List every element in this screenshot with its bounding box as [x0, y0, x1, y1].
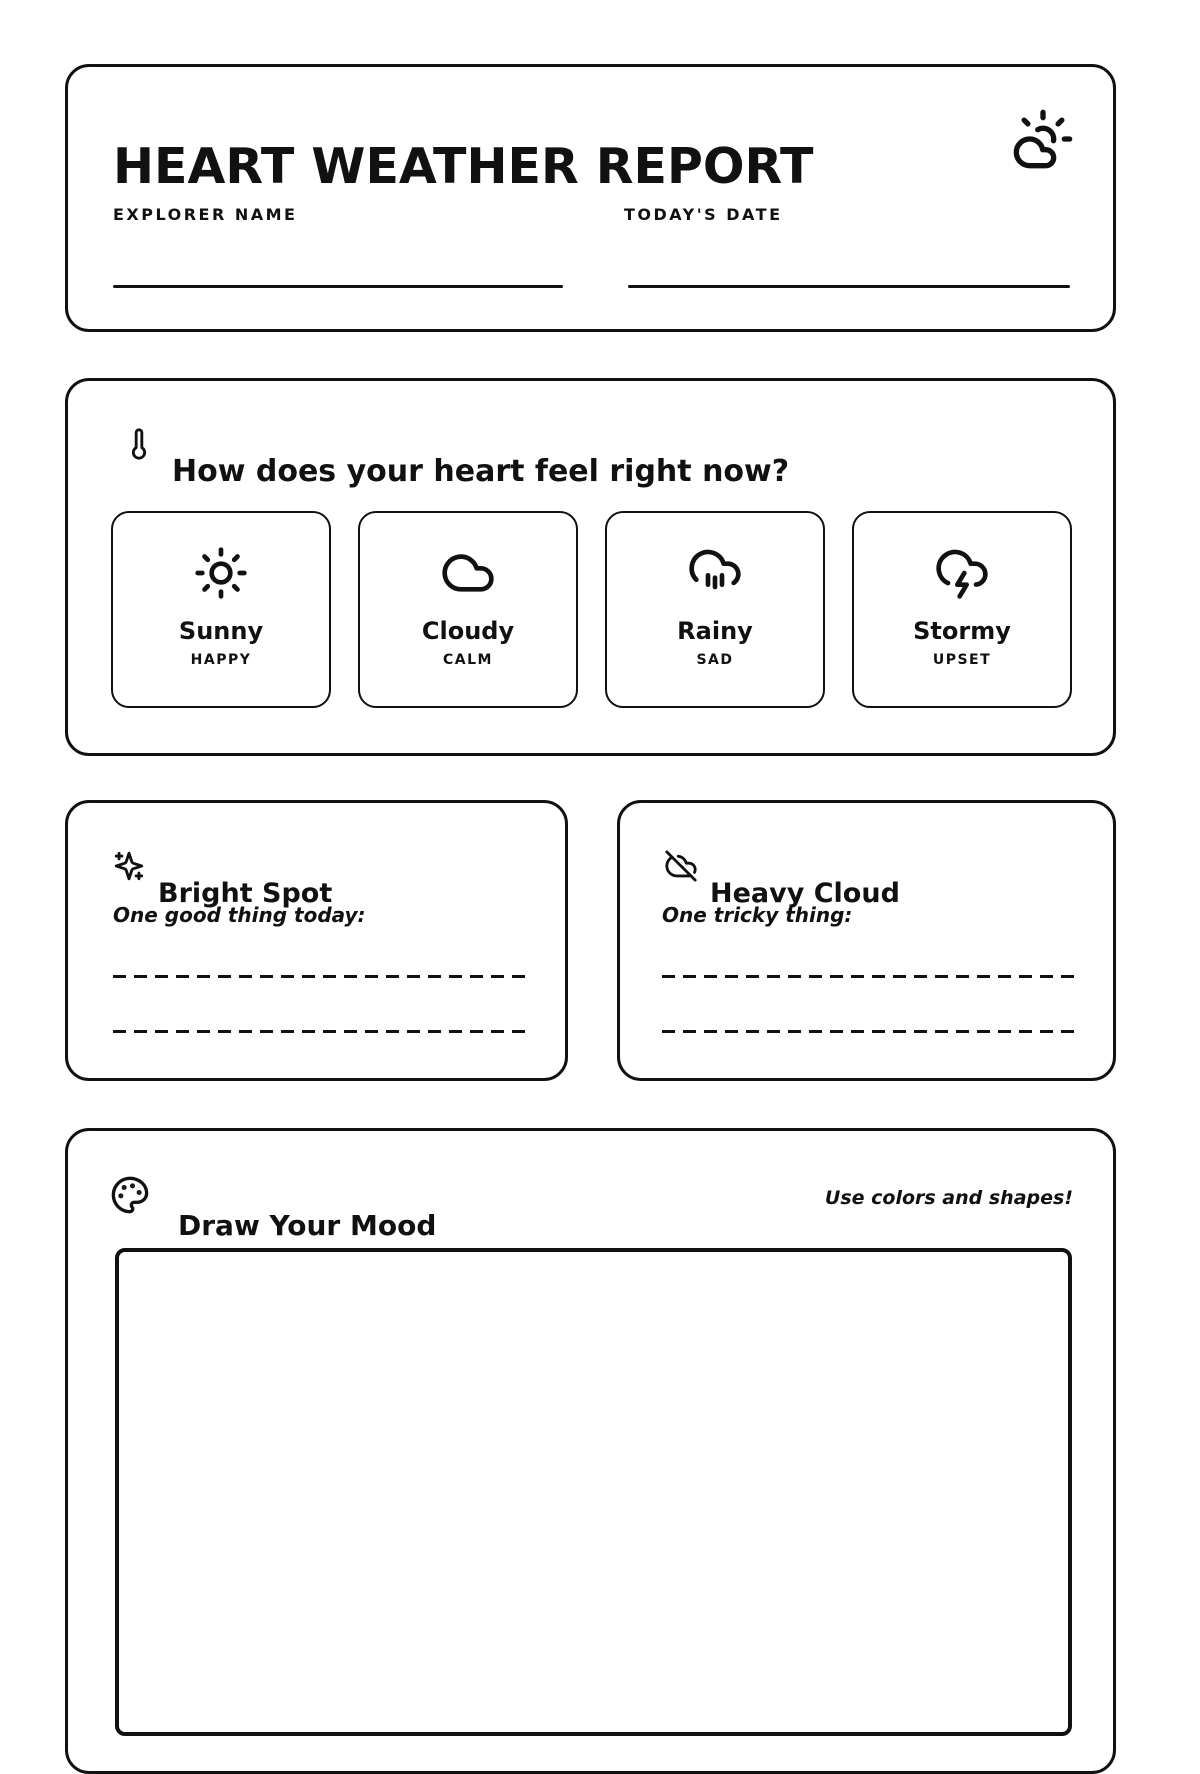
- drawing-area[interactable]: [115, 1248, 1072, 1736]
- cloud-off-icon: [664, 849, 698, 887]
- mood-option-sublabel: UPSET: [932, 652, 992, 668]
- mood-section-card: [65, 378, 1116, 756]
- mood-option-rainy[interactable]: [605, 511, 825, 708]
- page-title: HEART WEATHER REPORT: [113, 137, 814, 195]
- heavy-cloud-write-line-2[interactable]: [662, 1030, 1074, 1033]
- draw-mood-title: Draw Your Mood: [178, 1209, 437, 1242]
- mood-option-sublabel: SAD: [696, 652, 734, 668]
- explorer-name-label: EXPLORER NAME: [113, 205, 298, 224]
- mood-option-sublabel: CALM: [443, 652, 493, 668]
- bright-spot-title: Bright Spot: [158, 878, 333, 909]
- bright-spot-card: [65, 800, 568, 1081]
- mood-option-label: Rainy: [677, 617, 753, 645]
- cloud-icon: [440, 541, 496, 605]
- heavy-cloud-card: [617, 800, 1116, 1081]
- sparkles-icon: [112, 849, 146, 887]
- storm-cloud-icon: [934, 541, 990, 605]
- mood-option-label: Sunny: [178, 617, 264, 645]
- bright-spot-write-line-1[interactable]: [113, 975, 530, 978]
- draw-mood-hint: Use colors and shapes!: [824, 1187, 1073, 1209]
- mood-option-label: Cloudy: [421, 617, 515, 645]
- thermometer-icon: [122, 427, 156, 465]
- bright-spot-write-line-2[interactable]: [113, 1030, 530, 1033]
- bright-spot-prompt: One good thing today:: [113, 903, 366, 927]
- todays-date-label: TODAY'S DATE: [624, 205, 783, 224]
- mood-option-sunny[interactable]: [111, 511, 331, 708]
- explorer-name-write-line[interactable]: [113, 285, 563, 288]
- heavy-cloud-title: Heavy Cloud: [710, 878, 900, 909]
- heavy-cloud-write-line-1[interactable]: [662, 975, 1074, 978]
- todays-date-write-line[interactable]: [628, 285, 1070, 288]
- rain-cloud-icon: [687, 541, 743, 605]
- cloud-sun-icon: [1011, 107, 1075, 175]
- mood-option-label: Stormy: [913, 617, 1011, 645]
- mood-option-sublabel: HAPPY: [190, 652, 252, 668]
- sun-icon: [193, 541, 249, 605]
- draw-mood-card: [65, 1128, 1116, 1774]
- mood-option-stormy[interactable]: [852, 511, 1072, 708]
- mood-option-cloudy[interactable]: [358, 511, 578, 708]
- palette-icon: [110, 1175, 150, 1219]
- mood-section-title: How does your heart feel right now?: [172, 453, 790, 489]
- header-card: [65, 64, 1116, 332]
- heavy-cloud-prompt: One tricky thing:: [662, 903, 853, 927]
